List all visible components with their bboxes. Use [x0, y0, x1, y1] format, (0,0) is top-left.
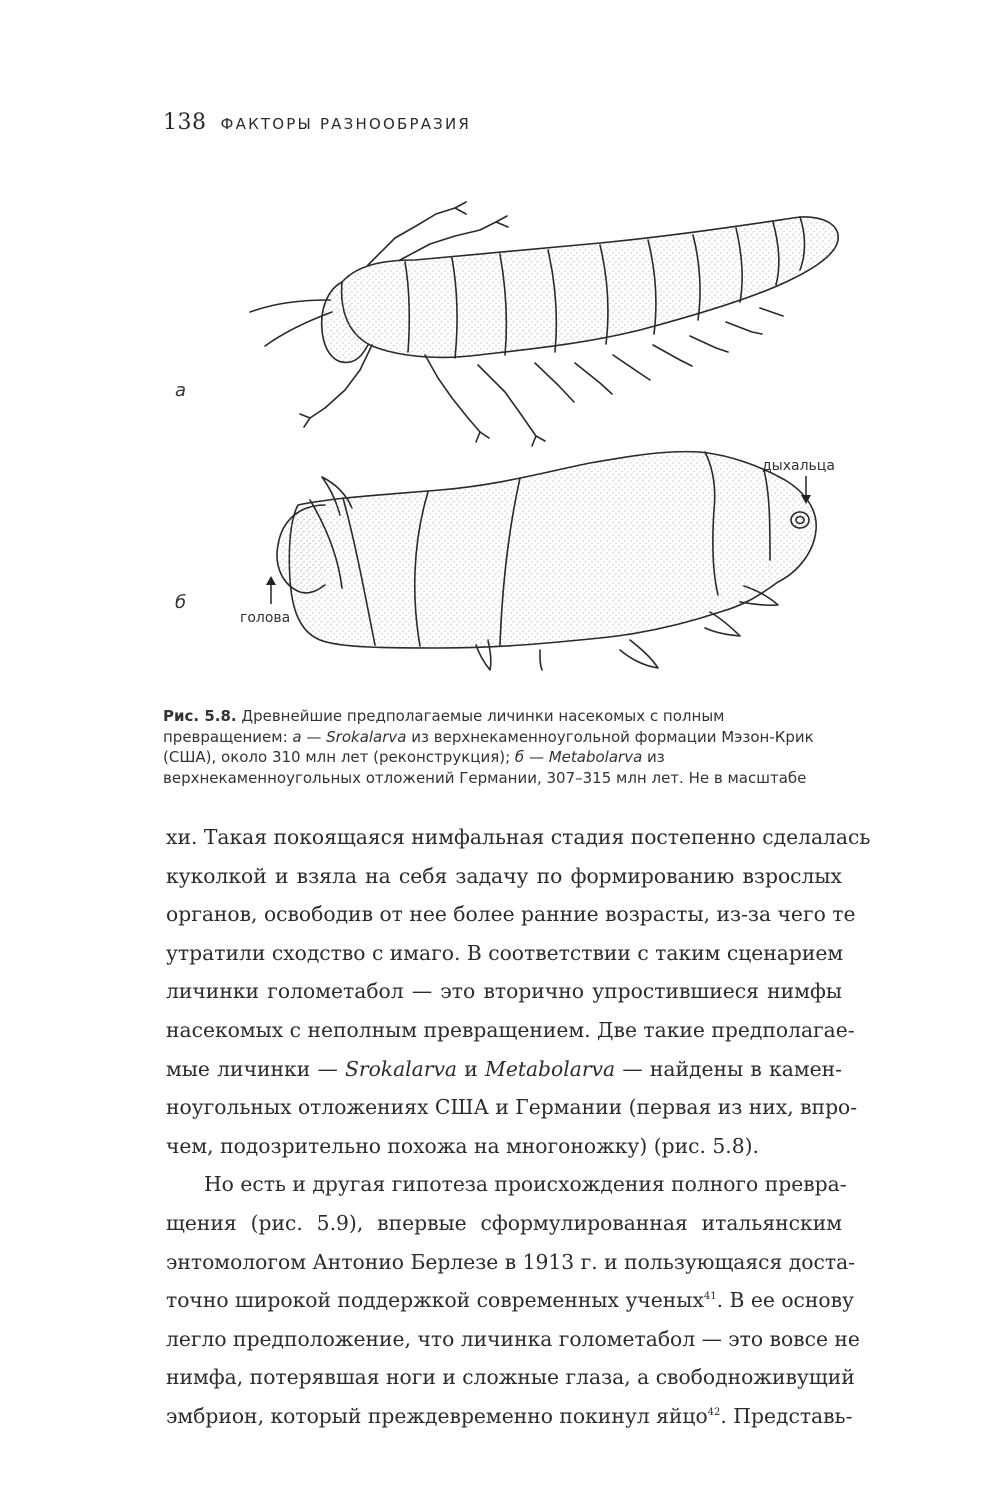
figure-label-b: б	[175, 592, 187, 613]
svg-text:дыхальца: дыхальца	[762, 458, 835, 474]
text-line: утратили сходство с имаго. В соответствии с таким сценарием	[166, 940, 844, 965]
text-line: Но есть и другая гипотеза происхождения полного превра-	[204, 1172, 847, 1197]
text-line: куколкой и взяла на себя задачу по формированию взрослых	[166, 863, 842, 888]
text-line: легло предположение, что личинка голометабол — это вовсе не	[166, 1326, 860, 1351]
text-line: точно широкой поддержкой современных ученых$^{41}$. В ее основу	[166, 1288, 854, 1313]
page-number: 138	[163, 110, 207, 135]
figure-caption: Рис. 5.8. Древнейшие предполагаемые личинки насекомых с полным превращением: а — Srokalarva из верхнекаменноугольной формации Мэзон-Крик (США), около 310 млн лет (реконструкция); б — Metabolarva из верхнекаменноугольных отложений Германии, 307–315 млн лет. Не в масштабе	[163, 707, 814, 787]
larva-a-drawing	[250, 202, 838, 446]
figure-5-8	[0, 0, 1000, 700]
text-line: ноугольных отложениях США и Германии (первая из них, впро-	[166, 1095, 858, 1120]
text-line: нимфа, потерявшая ноги и сложные глаза, а свободноживущий	[166, 1365, 855, 1390]
text-line: энтомологом Антонио Берлезе в 1913 г. и пользующаяся доста-	[166, 1249, 856, 1274]
text-line: мые личинки — Srokalarva и Metabolarva — найдены в камен-	[166, 1056, 842, 1081]
text-line: личинки голометабол — это вторично упростившиеся нимфы	[166, 979, 842, 1004]
text-line: хи. Такая покоящаяся нимфальная стадия постепенно сделалась	[166, 825, 871, 849]
text-line: органов, освободив от нее более ранние возрасты, из-за чего те	[166, 902, 856, 927]
text-line: эмбрион, который преждевременно покинул яйцо$^{42}$. Представь-	[166, 1403, 853, 1428]
figure-label-a: а	[175, 380, 187, 401]
larva-b-drawing	[277, 452, 816, 670]
footnote-ref: 41	[703, 1291, 717, 1303]
body-text	[166, 818, 871, 1436]
text-line: насекомых с неполным превращением. Две такие предполагае-	[166, 1017, 855, 1042]
text-line: щения (рис. 5.9), впервые сформулированная итальянским	[166, 1210, 842, 1235]
caption-lead: Рис. 5.8.	[163, 707, 237, 725]
running-title: ФАКТОРЫ РАЗНООБРАЗИЯ	[220, 115, 472, 133]
footnote-ref: 42	[707, 1407, 721, 1419]
svg-text:голова: голова	[240, 610, 291, 626]
text-line: чем, подозрительно похожа на многоножку) (рис. 5.8).	[166, 1133, 759, 1158]
annotation-head	[240, 576, 290, 626]
